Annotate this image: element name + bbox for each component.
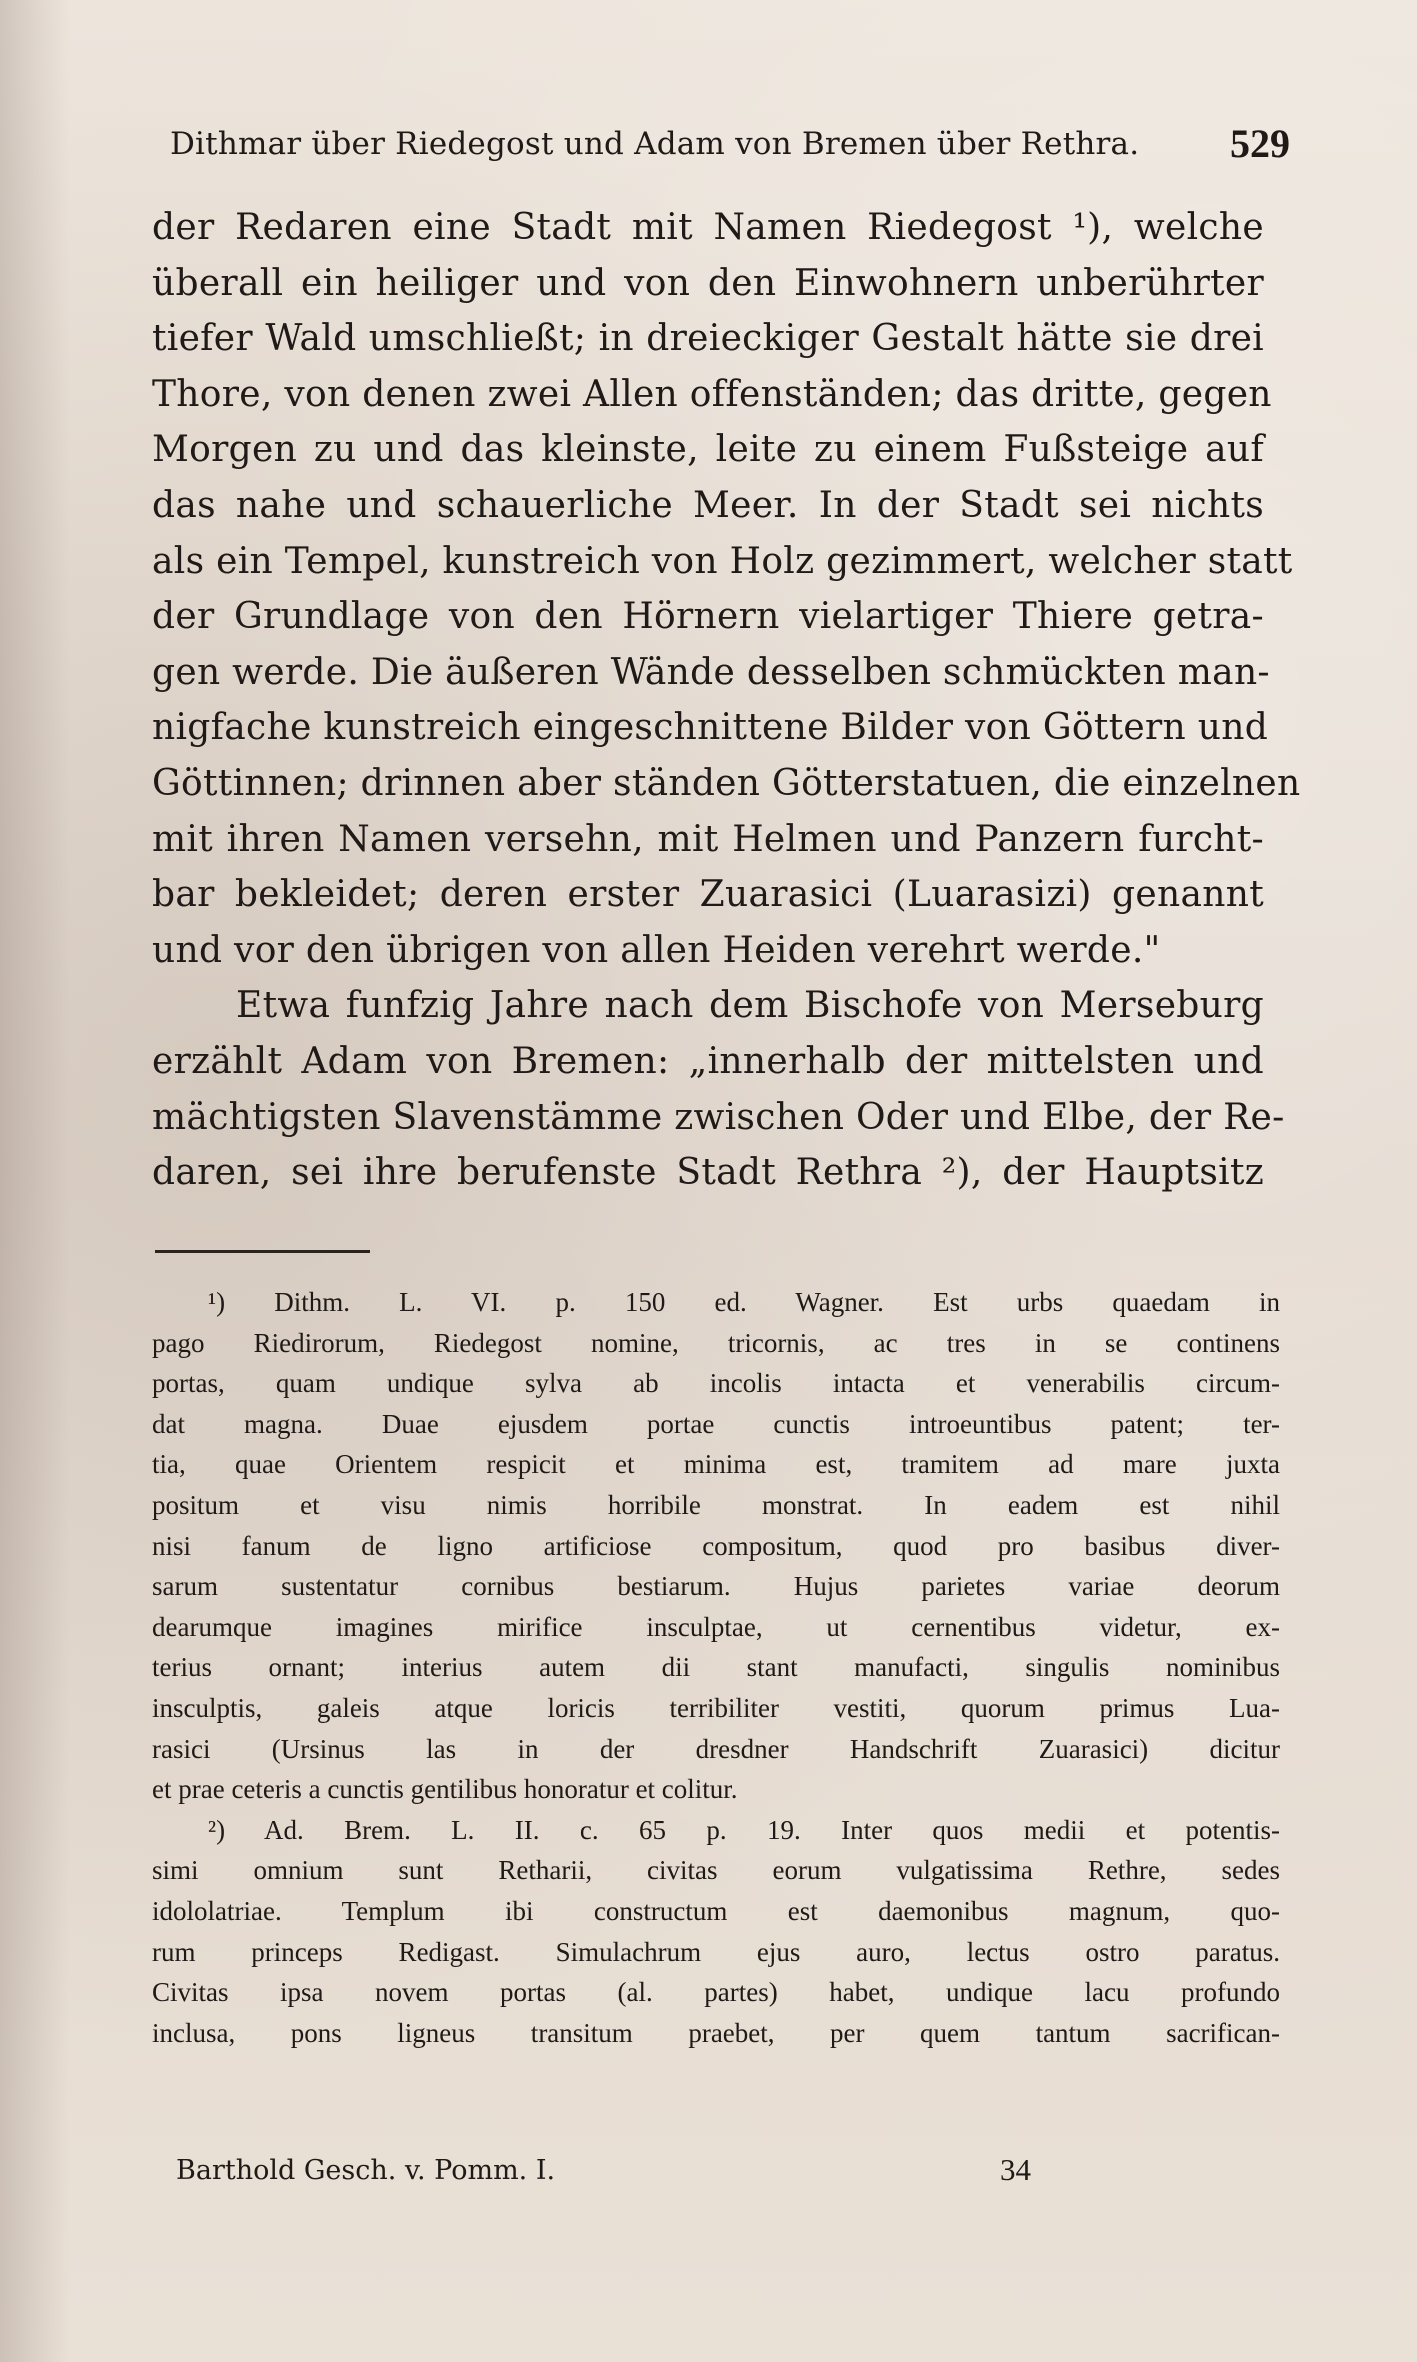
footnote-line: idololatriae. Templum ibi constructum est daemonibus magnum, quo- — [152, 1895, 1280, 1926]
footnote-line: sarum sustentatur cornibus bestiarum. Hujus parietes variae deorum — [152, 1571, 1280, 1602]
footnote-line: pago Riedirorum, Riedegost nomine, tricornis, ac tres in se continens — [152, 1327, 1280, 1358]
footnote-line: simi omnium sunt Retharii, civitas eorum vulgatissima Rethre, sedes — [152, 1855, 1280, 1886]
paragraph-first-line: Etwa funfzig Jahre nach dem Bischofe von Merseburg — [236, 985, 1264, 1027]
footnote-line: tia, quae Orientem respicit et minima est, tramitem ad mare juxta — [152, 1449, 1280, 1480]
text-line: mit ihren Namen versehn, mit Helmen und Panzern furcht- — [152, 818, 1264, 860]
text-line: nigfache kunstreich eingeschnittene Bilder von Göttern und — [152, 707, 1269, 749]
text-line: erzählt Adam von Bremen: „innerhalb der mittelsten und — [152, 1040, 1264, 1082]
footnote-line: dat magna. Duae ejusdem portae cunctis introeuntibus patent; ter- — [152, 1408, 1280, 1439]
footnote-1-first-line: ¹) Dithm. L. VI. p. 150 ed. Wagner. Est urbs quaedam in — [208, 1287, 1280, 1317]
text-line: daren, sei ihre berufenste Stadt Rethra ²), der Hauptsitz — [152, 1152, 1264, 1194]
footnote-line: Civitas ipsa novem portas (al. partes) habet, undique lacu profundo — [152, 1977, 1280, 2008]
footnote-line: rum princeps Redigast. Simulachrum ejus auro, lectus ostro paratus. — [152, 1936, 1280, 1967]
text-line: überall ein heiliger und von den Einwohnern unberührter — [152, 262, 1264, 304]
page-number: 529 — [1230, 121, 1290, 166]
footnote-line: dearumque imagines mirifice insculptae, ut cernentibus videtur, ex- — [152, 1611, 1280, 1642]
footnote-line: rasici (Ursinus las in der dresdner Handschrift Zuarasici) dicitur — [152, 1733, 1280, 1764]
text-line: und vor den übrigen von allen Heiden verehrt werde." — [152, 929, 1161, 971]
text-line: gen werde. Die äußeren Wände desselben schmückten man- — [152, 651, 1270, 693]
text-line: Morgen zu und das kleinste, leite zu einem Fußsteige auf — [152, 429, 1264, 471]
running-header-title: Dithmar über Riedegost und Adam von Bremen über Rethra. — [170, 126, 1140, 162]
footnote-line: portas, quam undique sylva ab incolis intacta et venerabilis circum- — [152, 1368, 1280, 1399]
text-line: tiefer Wald umschließt; in dreieckiger Gestalt hätte sie drei — [152, 318, 1264, 360]
main-text — [152, 200, 1301, 1201]
sheet-number: 34 — [1000, 2152, 1031, 2187]
footnote-line: inclusa, pons ligneus transitum praebet, per quem tantum sacrifican- — [152, 2017, 1280, 2048]
text-line: das nahe und schauerliche Meer. In der Stadt sei nichts — [152, 484, 1264, 526]
text-line: mächtigsten Slavenstämme zwischen Oder und Elbe, der Re- — [152, 1096, 1285, 1138]
footnote-line: et prae ceteris a cunctis gentilibus honoratur et colitur. — [152, 1774, 738, 1805]
text-line: der Redaren eine Stadt mit Namen Riedegost ¹), welche — [152, 207, 1264, 248]
footnote-line: positum et visu nimis horribile monstrat. In eadem est nihil — [152, 1489, 1280, 1520]
text-line: Thore, von denen zwei Allen offenständen; das dritte, gegen — [152, 373, 1272, 415]
footnote-line: nisi fanum de ligno artificiose compositum, quod pro basibus diver- — [152, 1530, 1280, 1561]
footnotes — [152, 1282, 1280, 2053]
footnote-line: terius ornant; interius autem dii stant manufacti, singulis nominibus — [152, 1652, 1280, 1683]
printer-signature: Barthold Gesch. v. Pomm. I. — [176, 2155, 556, 2186]
footnote-separator — [155, 1250, 370, 1253]
running-header — [170, 118, 1290, 178]
footnote-line: insculptis, galeis atque loricis terribiliter vestiti, quorum primus Lua- — [152, 1692, 1280, 1723]
text-line: als ein Tempel, kunstreich von Holz gezimmert, welcher statt — [152, 540, 1293, 582]
text-line: bar bekleidet; deren erster Zuarasici (Luarasizi) genannt — [152, 874, 1264, 916]
text-line: Göttinnen; drinnen aber ständen Götterstatuen, die einzelnen — [152, 762, 1301, 804]
text-line: der Grundlage von den Hörnern vielartiger Thiere getra- — [152, 596, 1264, 638]
page-edge-shadow — [0, 0, 70, 2362]
footnote-2-first-line: ²) Ad. Brem. L. II. c. 65 p. 19. Inter quos medii et potentis- — [208, 1814, 1280, 1845]
